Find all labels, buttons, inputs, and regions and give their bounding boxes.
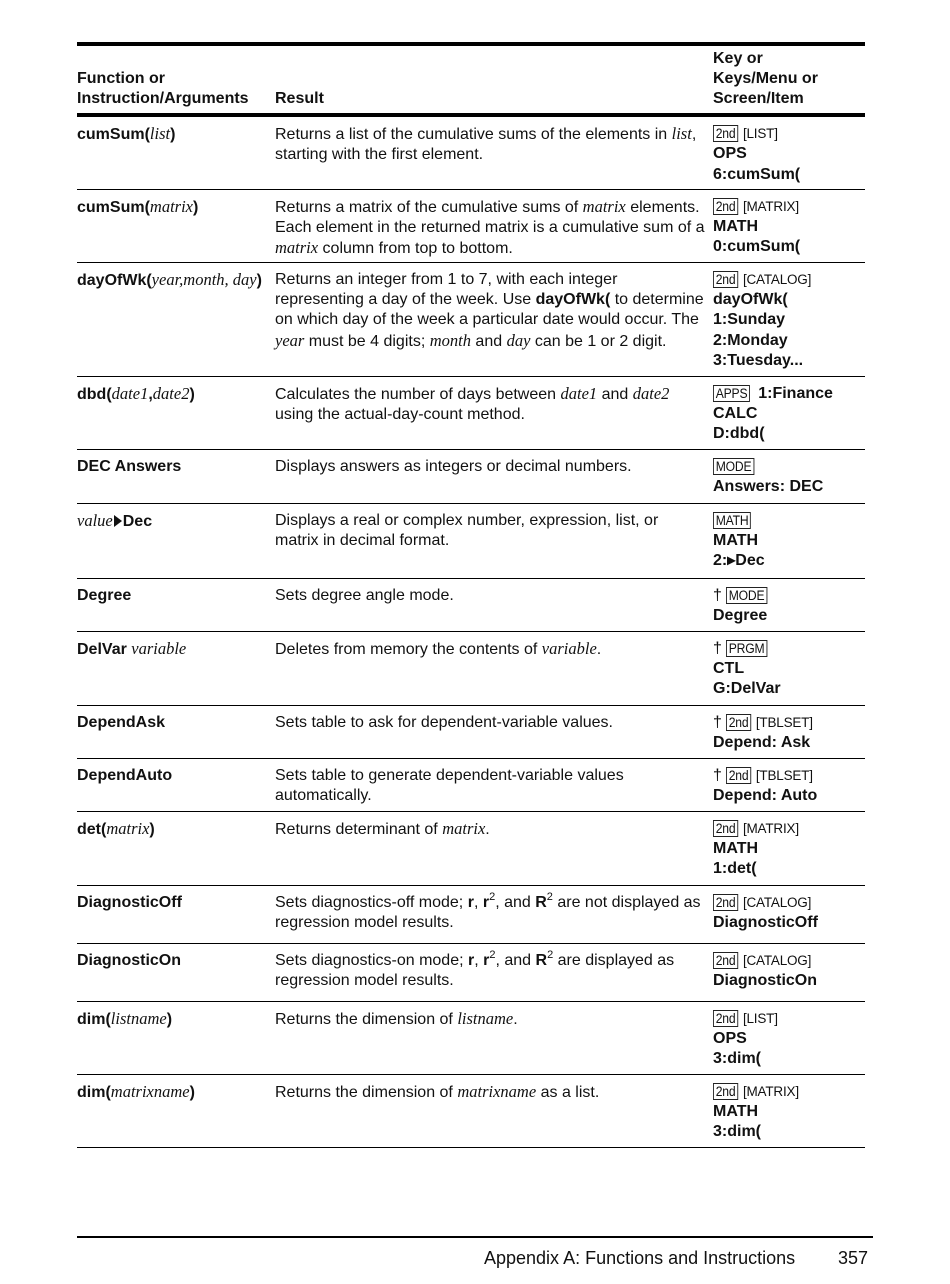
menu-item: 0:cumSum( xyxy=(713,238,801,256)
function-name: Degree xyxy=(77,578,275,631)
key-sequence xyxy=(713,758,865,811)
key-sequence xyxy=(713,811,865,885)
table-row xyxy=(77,262,865,376)
menu-item: MATH xyxy=(713,217,759,235)
table-row xyxy=(77,631,865,705)
key-sequence xyxy=(713,376,865,449)
function-name: DiagnosticOff xyxy=(77,885,275,943)
key-menu-item: 1:Finance xyxy=(758,384,833,402)
key-second-function: [ CATALOG ] xyxy=(743,953,811,968)
result-description: Sets table to ask for dependent-variable values. xyxy=(275,705,713,758)
function-name: DEC Answers xyxy=(77,449,275,503)
table-row xyxy=(77,1074,865,1147)
table-row xyxy=(77,578,865,631)
key-line xyxy=(713,124,865,144)
menu-item: CTL xyxy=(713,659,745,677)
key-sequence xyxy=(713,885,865,943)
key-sequence xyxy=(713,705,865,758)
result-description: Deletes from memory the contents of variable. xyxy=(275,631,713,705)
key-box: PRGM xyxy=(726,640,767,657)
menu-item: Degree xyxy=(713,606,768,624)
key-box: MATH xyxy=(713,512,751,529)
page-number: 357 xyxy=(838,1248,869,1268)
key-sequence xyxy=(713,503,865,578)
function-name: cumSum(matrix) xyxy=(77,189,275,262)
key-sequence xyxy=(713,631,865,705)
menu-item: Depend: Auto xyxy=(713,786,818,804)
result-description: Returns determinant of matrix. xyxy=(275,811,713,885)
key-line xyxy=(713,893,865,913)
reference-table-container xyxy=(77,42,865,1148)
footer-title: Appendix A: Functions and Instructions xyxy=(484,1248,796,1268)
key-sequence xyxy=(713,115,865,189)
menu-item: D:dbd( xyxy=(713,425,765,443)
function-name: det(matrix) xyxy=(77,811,275,885)
key-box: 2nd xyxy=(713,125,738,142)
key-box: 2nd xyxy=(726,767,751,784)
key-box: APPS xyxy=(713,385,750,402)
header-function: Function or Instruction/Arguments xyxy=(77,70,249,107)
key-second-function: [ CATALOG ] xyxy=(743,272,811,287)
key-box: 2nd xyxy=(713,1083,738,1100)
menu-item: 1:det( xyxy=(713,860,757,878)
result-description: Sets table to generate dependent-variable values automatically. xyxy=(275,758,713,811)
menu-item: G:DelVar xyxy=(713,680,781,698)
functions-table xyxy=(77,42,865,1148)
table-row xyxy=(77,705,865,758)
key-box: MODE xyxy=(713,458,754,475)
key-line xyxy=(713,766,865,786)
menu-item: CALC xyxy=(713,404,758,422)
key-second-function: [ LIST ] xyxy=(743,126,778,141)
key-second-function: [ CATALOG ] xyxy=(743,895,811,910)
key-sequence xyxy=(713,578,865,631)
key-line xyxy=(713,586,865,606)
key-sequence xyxy=(713,189,865,262)
result-description: Returns a matrix of the cumulative sums of matrix elements. Each element in the returned matrix is a cumulative sum of a matrix column from top to bottom. xyxy=(275,189,713,262)
table-row xyxy=(77,189,865,262)
result-description: Returns the dimension of listname. xyxy=(275,1001,713,1074)
function-name: DiagnosticOn xyxy=(77,943,275,1001)
header-keys: Key or Keys/Menu or Screen/Item xyxy=(713,50,818,107)
result-description: Displays answers as integers or decimal numbers. xyxy=(275,449,713,503)
table-row xyxy=(77,503,865,578)
key-line xyxy=(713,511,865,531)
function-name: DependAuto xyxy=(77,758,275,811)
triangle-icon xyxy=(114,515,122,527)
menu-item: dayOfWk( xyxy=(713,290,788,308)
table-row xyxy=(77,943,865,1001)
footer-rule xyxy=(77,1236,873,1238)
table-row xyxy=(77,758,865,811)
table-row xyxy=(77,376,865,449)
result-description: Displays a real or complex number, expression, list, or matrix in decimal format. xyxy=(275,503,713,578)
key-box: 2nd xyxy=(713,894,738,911)
key-sequence xyxy=(713,449,865,503)
key-line xyxy=(713,197,865,217)
menu-item: 2:Monday xyxy=(713,331,788,349)
result-description: Returns the dimension of matrixname as a list. xyxy=(275,1074,713,1147)
dagger-icon: † xyxy=(713,586,722,604)
key-line xyxy=(713,819,865,839)
key-box: 2nd xyxy=(713,1010,738,1027)
key-box: 2nd xyxy=(713,198,738,215)
key-line xyxy=(713,639,865,659)
menu-item: OPS xyxy=(713,1029,747,1047)
table-row xyxy=(77,811,865,885)
result-description: Calculates the number of days between date1 and date2 using the actual-day-count method. xyxy=(275,376,713,449)
function-name: DependAsk xyxy=(77,705,275,758)
dagger-icon: † xyxy=(713,639,722,657)
menu-item: DiagnosticOff xyxy=(713,913,818,931)
menu-item: OPS xyxy=(713,145,747,163)
key-line xyxy=(713,270,865,290)
key-sequence xyxy=(713,943,865,1001)
key-line xyxy=(713,457,865,477)
function-name: value Dec xyxy=(77,503,275,578)
dagger-icon: † xyxy=(713,766,722,784)
menu-item: MATH xyxy=(713,1102,759,1120)
key-line xyxy=(713,1009,865,1029)
result-description: Returns a list of the cumulative sums of the elements in list, starting with the first element. xyxy=(275,115,713,189)
function-name: dbd(date1,date2) xyxy=(77,376,275,449)
table-row xyxy=(77,1001,865,1074)
key-sequence xyxy=(713,1001,865,1074)
result-description: Sets diagnostics-on mode; r, $r^2$, and $R^2$ are displayed as regression model results. xyxy=(275,943,713,1001)
table-row xyxy=(77,449,865,503)
header-result: Result xyxy=(275,90,324,107)
function-name: cumSum(list) xyxy=(77,115,275,189)
result-description: Sets degree angle mode. xyxy=(275,578,713,631)
key-second-function: [ MATRIX ] xyxy=(743,821,799,836)
key-box: 2nd xyxy=(713,820,738,837)
key-second-function: [ TBLSET ] xyxy=(756,768,813,783)
key-line xyxy=(713,713,865,733)
key-line xyxy=(713,1082,865,1102)
key-second-function: [ LIST ] xyxy=(743,1011,778,1026)
menu-item: 1:Sunday xyxy=(713,311,786,329)
key-box: 2nd xyxy=(713,271,738,288)
table-row xyxy=(77,885,865,943)
key-box: 2nd xyxy=(713,952,738,969)
menu-item: MATH xyxy=(713,531,759,549)
key-sequence xyxy=(713,262,865,376)
table-row xyxy=(77,115,865,189)
menu-item: Depend: Ask xyxy=(713,733,811,751)
result-description: Returns an integer from 1 to 7, with each integer representing a day of the week. Use dayOfWk( to determine on which day of the week a particular date would occur. The year must be 4 digits; month and day can be 1 or 2 digit. xyxy=(275,262,713,376)
menu-item: 3:dim( xyxy=(713,1050,761,1068)
function-name: dim(matrixname) xyxy=(77,1074,275,1147)
key-second-function: [ TBLSET ] xyxy=(756,715,813,730)
function-name: DelVar variable xyxy=(77,631,275,705)
menu-item: 2:▸Dec xyxy=(713,552,765,570)
key-line xyxy=(713,384,865,404)
menu-item: 3:Tuesday... xyxy=(713,352,804,370)
key-sequence xyxy=(713,1074,865,1147)
table-header xyxy=(77,44,865,115)
key-line xyxy=(713,951,865,971)
result-description: Sets diagnostics-off mode; r, $r^2$, and $R^2$ are not displayed as regression model results. xyxy=(275,885,713,943)
menu-item: MATH xyxy=(713,839,759,857)
dagger-icon: † xyxy=(713,713,722,731)
key-second-function: [ MATRIX ] xyxy=(743,1084,799,1099)
key-box: 2nd xyxy=(726,714,751,731)
function-name: dayOfWk(year,month, day) xyxy=(77,262,275,376)
menu-item: 6:cumSum( xyxy=(713,165,801,183)
menu-item: 3:dim( xyxy=(713,1123,761,1141)
menu-item: Answers: DEC xyxy=(713,477,824,495)
table-body xyxy=(77,115,865,1147)
key-second-function: [ MATRIX ] xyxy=(743,199,799,214)
key-box: MODE xyxy=(726,587,767,604)
menu-item: DiagnosticOn xyxy=(713,971,818,989)
function-name: dim(listname) xyxy=(77,1001,275,1074)
